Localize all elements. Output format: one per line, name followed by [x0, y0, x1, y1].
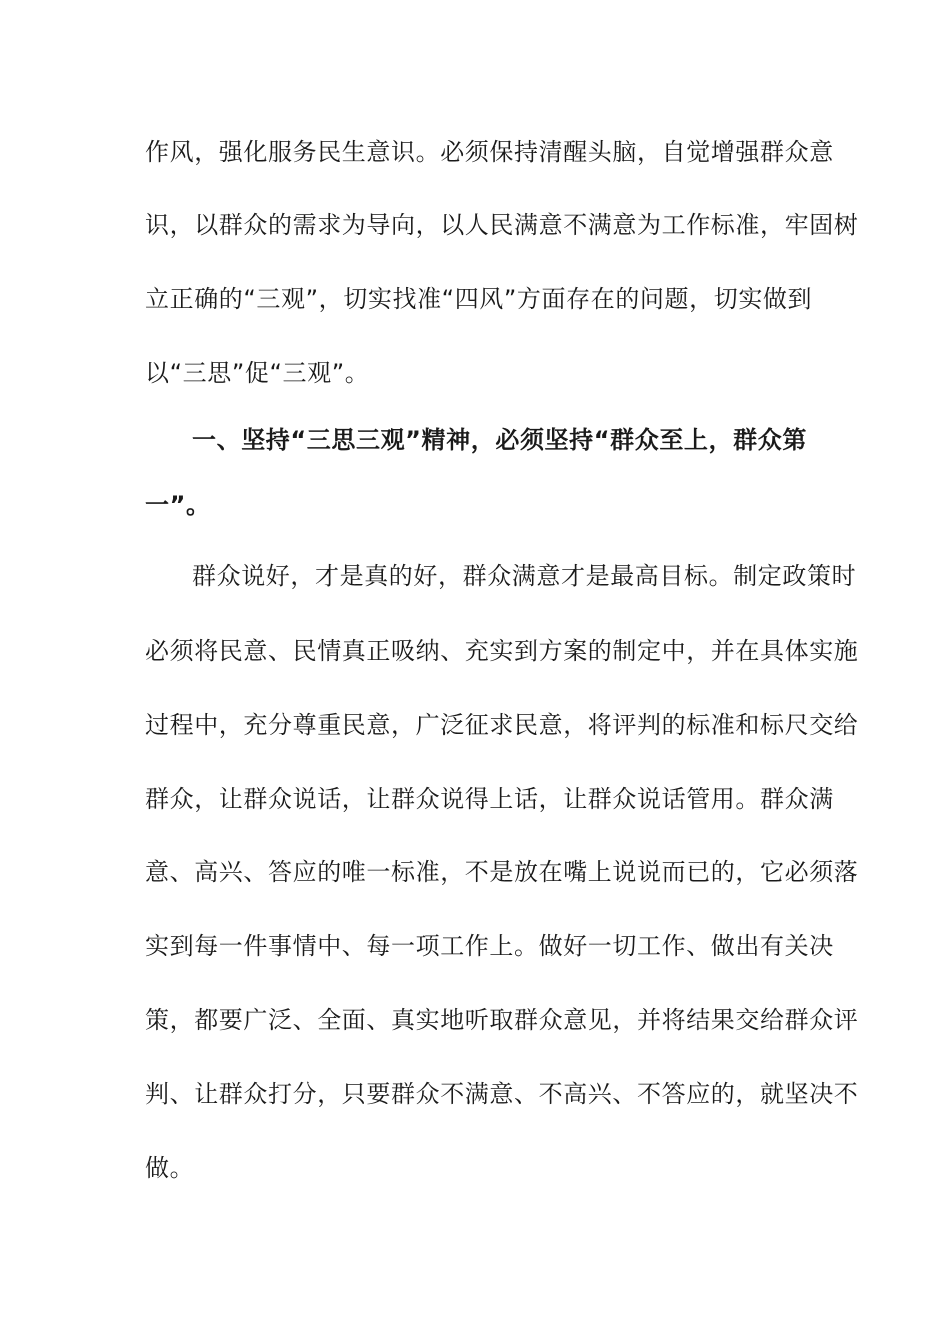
paragraph-line: 立正确的“三观”，切实找准“四风”方面存在的问题，切实做到 — [145, 285, 813, 313]
paragraph-line: 必须将民意、民情真正吸纳、充实到方案的制定中，并在具体实施 — [145, 637, 859, 665]
paragraph-line: 判、让群众打分，只要群众不满意、不高兴、不答应的，就坚决不 — [145, 1080, 859, 1108]
section-heading-line: 一”。 — [145, 491, 211, 519]
paragraph-line: 做。 — [145, 1154, 195, 1182]
paragraph-line: 意、高兴、答应的唯一标准，不是放在嘴上说说而已的，它必须落 — [145, 858, 859, 886]
paragraph-line: 过程中，充分尊重民意，广泛征求民意，将评判的标准和标尺交给 — [145, 711, 859, 739]
section-heading-line: 一、坚持“三思三观”精神，必须坚持“群众至上，群众第 — [192, 426, 807, 454]
paragraph-line: 群众，让群众说话，让群众说得上话，让群众说话管用。群众满 — [145, 785, 834, 813]
paragraph-line: 实到每一件事情中、每一项工作上。做好一切工作、做出有关决 — [145, 932, 834, 960]
paragraph-line: 群众说好，才是真的好，群众满意才是最高目标。制定政策时 — [192, 562, 857, 590]
paragraph-line: 识，以群众的需求为导向，以人民满意不满意为工作标准，牢固树 — [145, 211, 859, 239]
paragraph-line: 作风，强化服务民生意识。必须保持清醒头脑，自觉增强群众意 — [145, 138, 834, 166]
paragraph-line: 以“三思”促“三观”。 — [145, 359, 370, 387]
paragraph-line: 策，都要广泛、全面、真实地听取群众意见，并将结果交给群众评 — [145, 1006, 859, 1034]
